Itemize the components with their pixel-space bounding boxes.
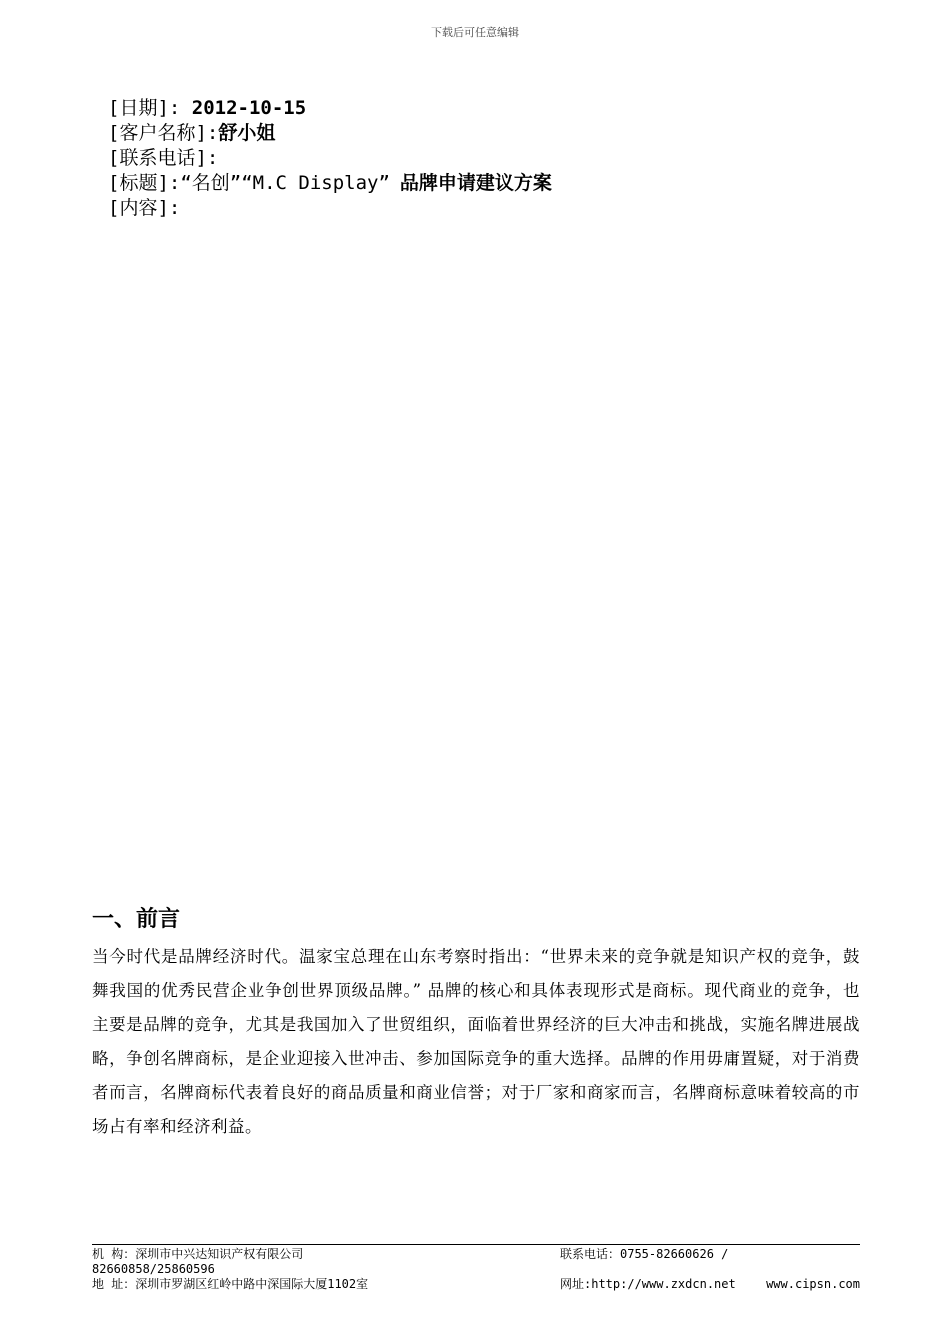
meta-date-row	[108, 96, 552, 121]
title-rest: 品牌申请建议方案	[399, 172, 552, 194]
title-label: [标题]:	[108, 172, 181, 194]
footer-row-address	[92, 1277, 860, 1292]
footer-org: 机 构：深圳市中兴达知识产权有限公司	[92, 1247, 304, 1261]
footer-address: 地 址：深圳市罗湖区红岭中路中深国际大厦1102室	[92, 1277, 369, 1291]
meta-client-row	[108, 121, 552, 146]
footer-row-phone-cont	[92, 1262, 860, 1277]
title-quoted: “名创”“M.C Display”	[180, 172, 390, 194]
client-label: [客户名称]:	[108, 122, 219, 144]
header-note: 下载后可任意编辑	[431, 26, 519, 39]
preface-paragraph: 当今时代是品牌经济时代。温家宝总理在山东考察时指出：“世界未来的竞争就是知识产权的竞争，鼓舞我国的优秀民营企业争创世界顶级品牌。” 品牌的核心和具体表现形式是商标。现代商业的竞争，也主要是品牌的竞争，尤其是我国加入了世贸组织，面临着世界经济的巨大冲击和挑战，实施名牌进展战略，争创名牌商标，是企业迎接入世冲击、参加国际竞争的重大选择。品牌的作用毋庸置疑，对于消费者而言，名牌商标代表着良好的商品质量和商业信誉；对于厂家和商家而言，名牌商标意味着较高的市场占有率和经济利益。	[92, 947, 860, 1136]
footer-website-1[interactable]: 网址:http://www.zxdcn.net	[560, 1277, 736, 1291]
footer-row-org	[92, 1247, 860, 1262]
meta-phone-row	[108, 146, 552, 171]
meta-content-row	[108, 196, 552, 221]
footer-phone: 联系电话：0755-82660626 /	[560, 1247, 729, 1261]
footer-websites	[560, 1277, 860, 1292]
client-value: 舒小姐	[218, 122, 276, 144]
meta-title-row	[108, 171, 552, 196]
content-label: [内容]:	[108, 197, 181, 219]
footer-website-2[interactable]: www.cipsn.com	[766, 1277, 860, 1291]
date-value: 2012-10-15	[191, 97, 307, 119]
document-meta	[108, 96, 552, 221]
page-footer	[92, 1244, 860, 1292]
footer-phone-cont: 82660858/25860596	[92, 1262, 215, 1276]
phone-label: [联系电话]:	[108, 147, 219, 169]
section-title: 一、前言	[92, 907, 181, 932]
date-label: [日期]:	[108, 97, 181, 119]
